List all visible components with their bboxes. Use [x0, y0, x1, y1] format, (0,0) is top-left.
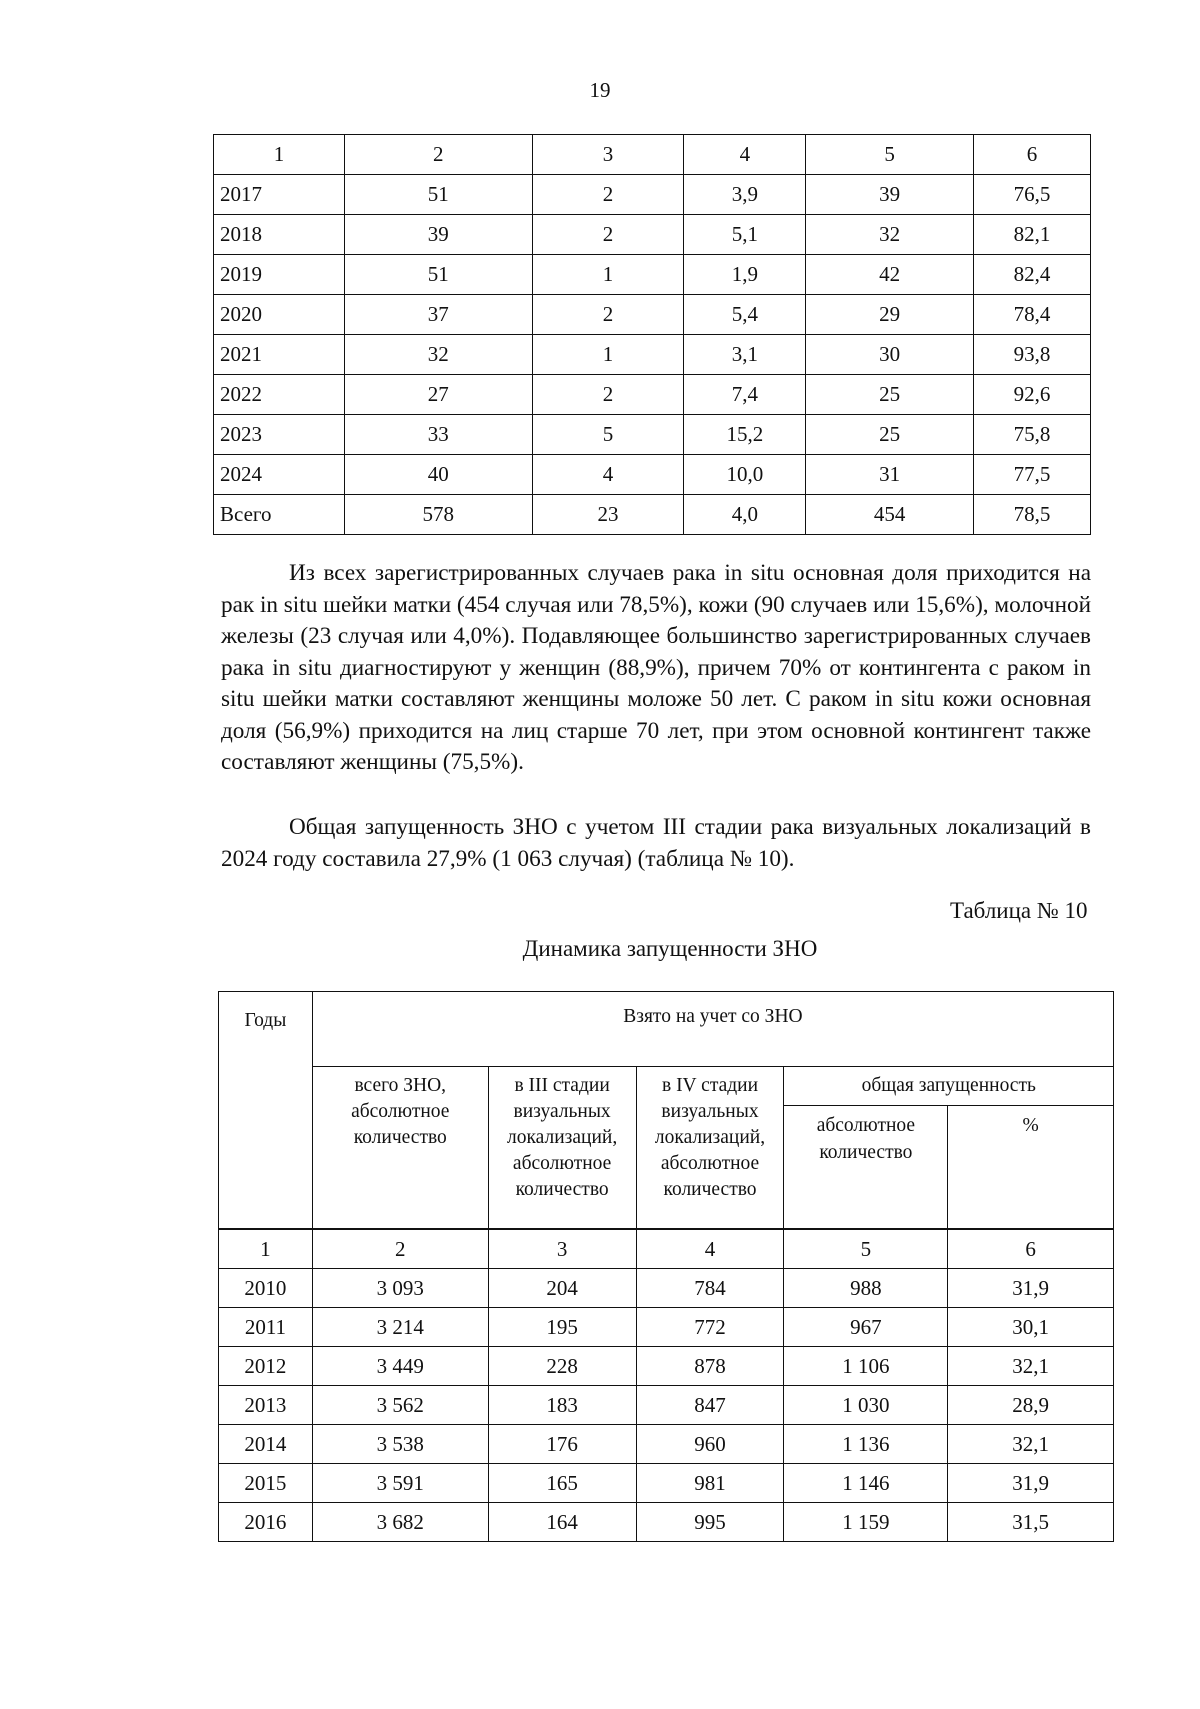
table-cell: 5,4: [684, 295, 806, 335]
column-number: 3: [488, 1229, 636, 1269]
table-cell: 30: [806, 335, 974, 375]
table-cell: 967: [784, 1308, 948, 1347]
table-cell: 878: [636, 1347, 784, 1386]
table-cell: 2016: [219, 1503, 313, 1542]
table-cell: 164: [488, 1503, 636, 1542]
table-row: [214, 295, 1091, 335]
table-cell: 25: [806, 415, 974, 455]
table-cell: 2010: [219, 1269, 313, 1308]
table-cell: 2024: [214, 455, 345, 495]
column-number: 1: [219, 1229, 313, 1269]
table-row: [214, 255, 1091, 295]
table-cell: 981: [636, 1464, 784, 1503]
table-cell: 3 562: [312, 1386, 488, 1425]
table-cell: 31,9: [948, 1464, 1114, 1503]
table-cell: 1 146: [784, 1464, 948, 1503]
table-cell: 32,1: [948, 1347, 1114, 1386]
column-number: 2: [312, 1229, 488, 1269]
table-cell: 78,5: [974, 495, 1091, 535]
table-cell: 784: [636, 1269, 784, 1308]
header-years: Годы: [219, 992, 313, 1230]
table-title: Динамика запущенности ЗНО: [522, 936, 818, 961]
paragraph-in-situ-summary: Из всех зарегистрированных случаев рака in situ основная доля приходится на рак in situ шейки матки (454 случая или 78,5%), кожи (90 случаев или 15,6%), молочной железы (23 случая или 4,0%). Подавляющее большинство зарегистрированных случаев рака in situ диагностируют у женщин (88,9%), причем 70% от контингента с раком in situ шейки матки составляют женщины моложе 50 лет. С раком in situ кожи основная доля (56,9%) приходится на лиц старше 70 лет, при этом основной контингент также составляют женщины (75,5%).: [221, 560, 1091, 775]
table-neglect-dynamics: [218, 991, 1114, 1542]
table-cell: 2023: [214, 415, 345, 455]
table-cell: 204: [488, 1269, 636, 1308]
table-cell: 3 591: [312, 1464, 488, 1503]
table-cell: 31,9: [948, 1269, 1114, 1308]
table-row: [219, 1269, 1114, 1308]
table-cell: 1,9: [684, 255, 806, 295]
table-cell: 960: [636, 1425, 784, 1464]
column-number: 1: [214, 135, 345, 175]
header-stage4: в IV стадии визуальных локализаций, абсолютное количество: [636, 1067, 784, 1230]
table-cell: 995: [636, 1503, 784, 1542]
table-cell: 2022: [214, 375, 345, 415]
table-cell: 5: [532, 415, 684, 455]
table-row: [214, 495, 1091, 535]
table-cell: 3 538: [312, 1425, 488, 1464]
table-cell: 10,0: [684, 455, 806, 495]
table-cell: 30,1: [948, 1308, 1114, 1347]
column-number: 5: [806, 135, 974, 175]
table-cell: 51: [344, 255, 532, 295]
table-row: [219, 1308, 1114, 1347]
table-row: [219, 1386, 1114, 1425]
table-cell: 2: [532, 215, 684, 255]
column-number: 4: [636, 1229, 784, 1269]
table-row: [214, 335, 1091, 375]
table-row: [214, 455, 1091, 495]
table-cell: 39: [344, 215, 532, 255]
table-row: [214, 175, 1091, 215]
table-cell: 4: [532, 455, 684, 495]
table-cell: 165: [488, 1464, 636, 1503]
table-cell: Всего: [214, 495, 345, 535]
table-cell: 2014: [219, 1425, 313, 1464]
table-cell: 2015: [219, 1464, 313, 1503]
table-cell: 27: [344, 375, 532, 415]
table-cell: 3,1: [684, 335, 806, 375]
table-cell: 29: [806, 295, 974, 335]
column-number: 6: [948, 1229, 1114, 1269]
table-cell: 3 093: [312, 1269, 488, 1308]
table-cell: 5,1: [684, 215, 806, 255]
paragraph-neglect-summary: Общая запущенность ЗНО с учетом III стадии рака визуальных локализаций в 2024 году составила 27,9% (1 063 случая) (таблица № 10).: [221, 814, 1091, 872]
table-cell: 28,9: [948, 1386, 1114, 1425]
table-cell: 93,8: [974, 335, 1091, 375]
table-cell: 454: [806, 495, 974, 535]
table-cell: 2020: [214, 295, 345, 335]
table-cell: 31,5: [948, 1503, 1114, 1542]
table-cell: 3 449: [312, 1347, 488, 1386]
table-cell: 2021: [214, 335, 345, 375]
table-cell: 2018: [214, 215, 345, 255]
table-cell: 33: [344, 415, 532, 455]
table-cell: 1 136: [784, 1425, 948, 1464]
table-cell: 51: [344, 175, 532, 215]
table-cell: 228: [488, 1347, 636, 1386]
column-number: 3: [532, 135, 684, 175]
table-cell: 78,4: [974, 295, 1091, 335]
table-cell: 15,2: [684, 415, 806, 455]
table-cell: 23: [532, 495, 684, 535]
table-cell: 82,4: [974, 255, 1091, 295]
table-cell: 31: [806, 455, 974, 495]
header-taken: Взято на учет со ЗНО: [312, 992, 1113, 1067]
table-cell: 1 159: [784, 1503, 948, 1542]
table-cell: 39: [806, 175, 974, 215]
table-cell: 7,4: [684, 375, 806, 415]
table-cell: 2: [532, 295, 684, 335]
table-cell: 32,1: [948, 1425, 1114, 1464]
column-number: 6: [974, 135, 1091, 175]
table-cell: 195: [488, 1308, 636, 1347]
table-cell: 82,1: [974, 215, 1091, 255]
table-cell: 2011: [219, 1308, 313, 1347]
column-number: 5: [784, 1229, 948, 1269]
header-pct: %: [948, 1106, 1114, 1230]
table-cell: 772: [636, 1308, 784, 1347]
table-cell: 92,6: [974, 375, 1091, 415]
table-cell: 2013: [219, 1386, 313, 1425]
table-cell: 40: [344, 455, 532, 495]
table-cell: 77,5: [974, 455, 1091, 495]
table-cell: 176: [488, 1425, 636, 1464]
table-cell: 578: [344, 495, 532, 535]
table-cell: 4,0: [684, 495, 806, 535]
table-cell: 37: [344, 295, 532, 335]
table-cell: 2012: [219, 1347, 313, 1386]
table-cell: 1: [532, 255, 684, 295]
header-stage3: в III стадии визуальных локализаций, абсолютное количество: [488, 1067, 636, 1230]
table-cell: 847: [636, 1386, 784, 1425]
header-abs: абсолютное количество: [784, 1106, 948, 1230]
table-cell: 2019: [214, 255, 345, 295]
table-cell: 32: [806, 215, 974, 255]
table-cell: 183: [488, 1386, 636, 1425]
table-row: [219, 1347, 1114, 1386]
table-cell: 42: [806, 255, 974, 295]
column-number: 4: [684, 135, 806, 175]
header-total: всего ЗНО, абсолютное количество: [312, 1067, 488, 1230]
table-cell: 3,9: [684, 175, 806, 215]
table-caption: Таблица № 10: [950, 898, 1088, 923]
table-cell: 32: [344, 335, 532, 375]
table-row: [214, 415, 1091, 455]
table-cell: 75,8: [974, 415, 1091, 455]
table-cell: 2: [532, 375, 684, 415]
table-row: [214, 375, 1091, 415]
table-cell: 1 106: [784, 1347, 948, 1386]
table-cell: 988: [784, 1269, 948, 1308]
table-cell: 25: [806, 375, 974, 415]
table-row: [219, 1464, 1114, 1503]
table-cell: 2017: [214, 175, 345, 215]
table-cell: 3 214: [312, 1308, 488, 1347]
table-cell: 2: [532, 175, 684, 215]
table-row: [219, 1425, 1114, 1464]
table-cell: 3 682: [312, 1503, 488, 1542]
table-cell: 1: [532, 335, 684, 375]
table-cell: 1 030: [784, 1386, 948, 1425]
table-number-row: [219, 1229, 1114, 1269]
table-cell: 76,5: [974, 175, 1091, 215]
header-neglect: общая запущенность: [784, 1067, 1114, 1106]
table-row: [219, 1503, 1114, 1542]
table-row: [214, 215, 1091, 255]
table-in-situ-continuation: [213, 134, 1091, 535]
column-number: 2: [344, 135, 532, 175]
table-header-row: [214, 135, 1091, 175]
page-number: 19: [589, 78, 611, 102]
